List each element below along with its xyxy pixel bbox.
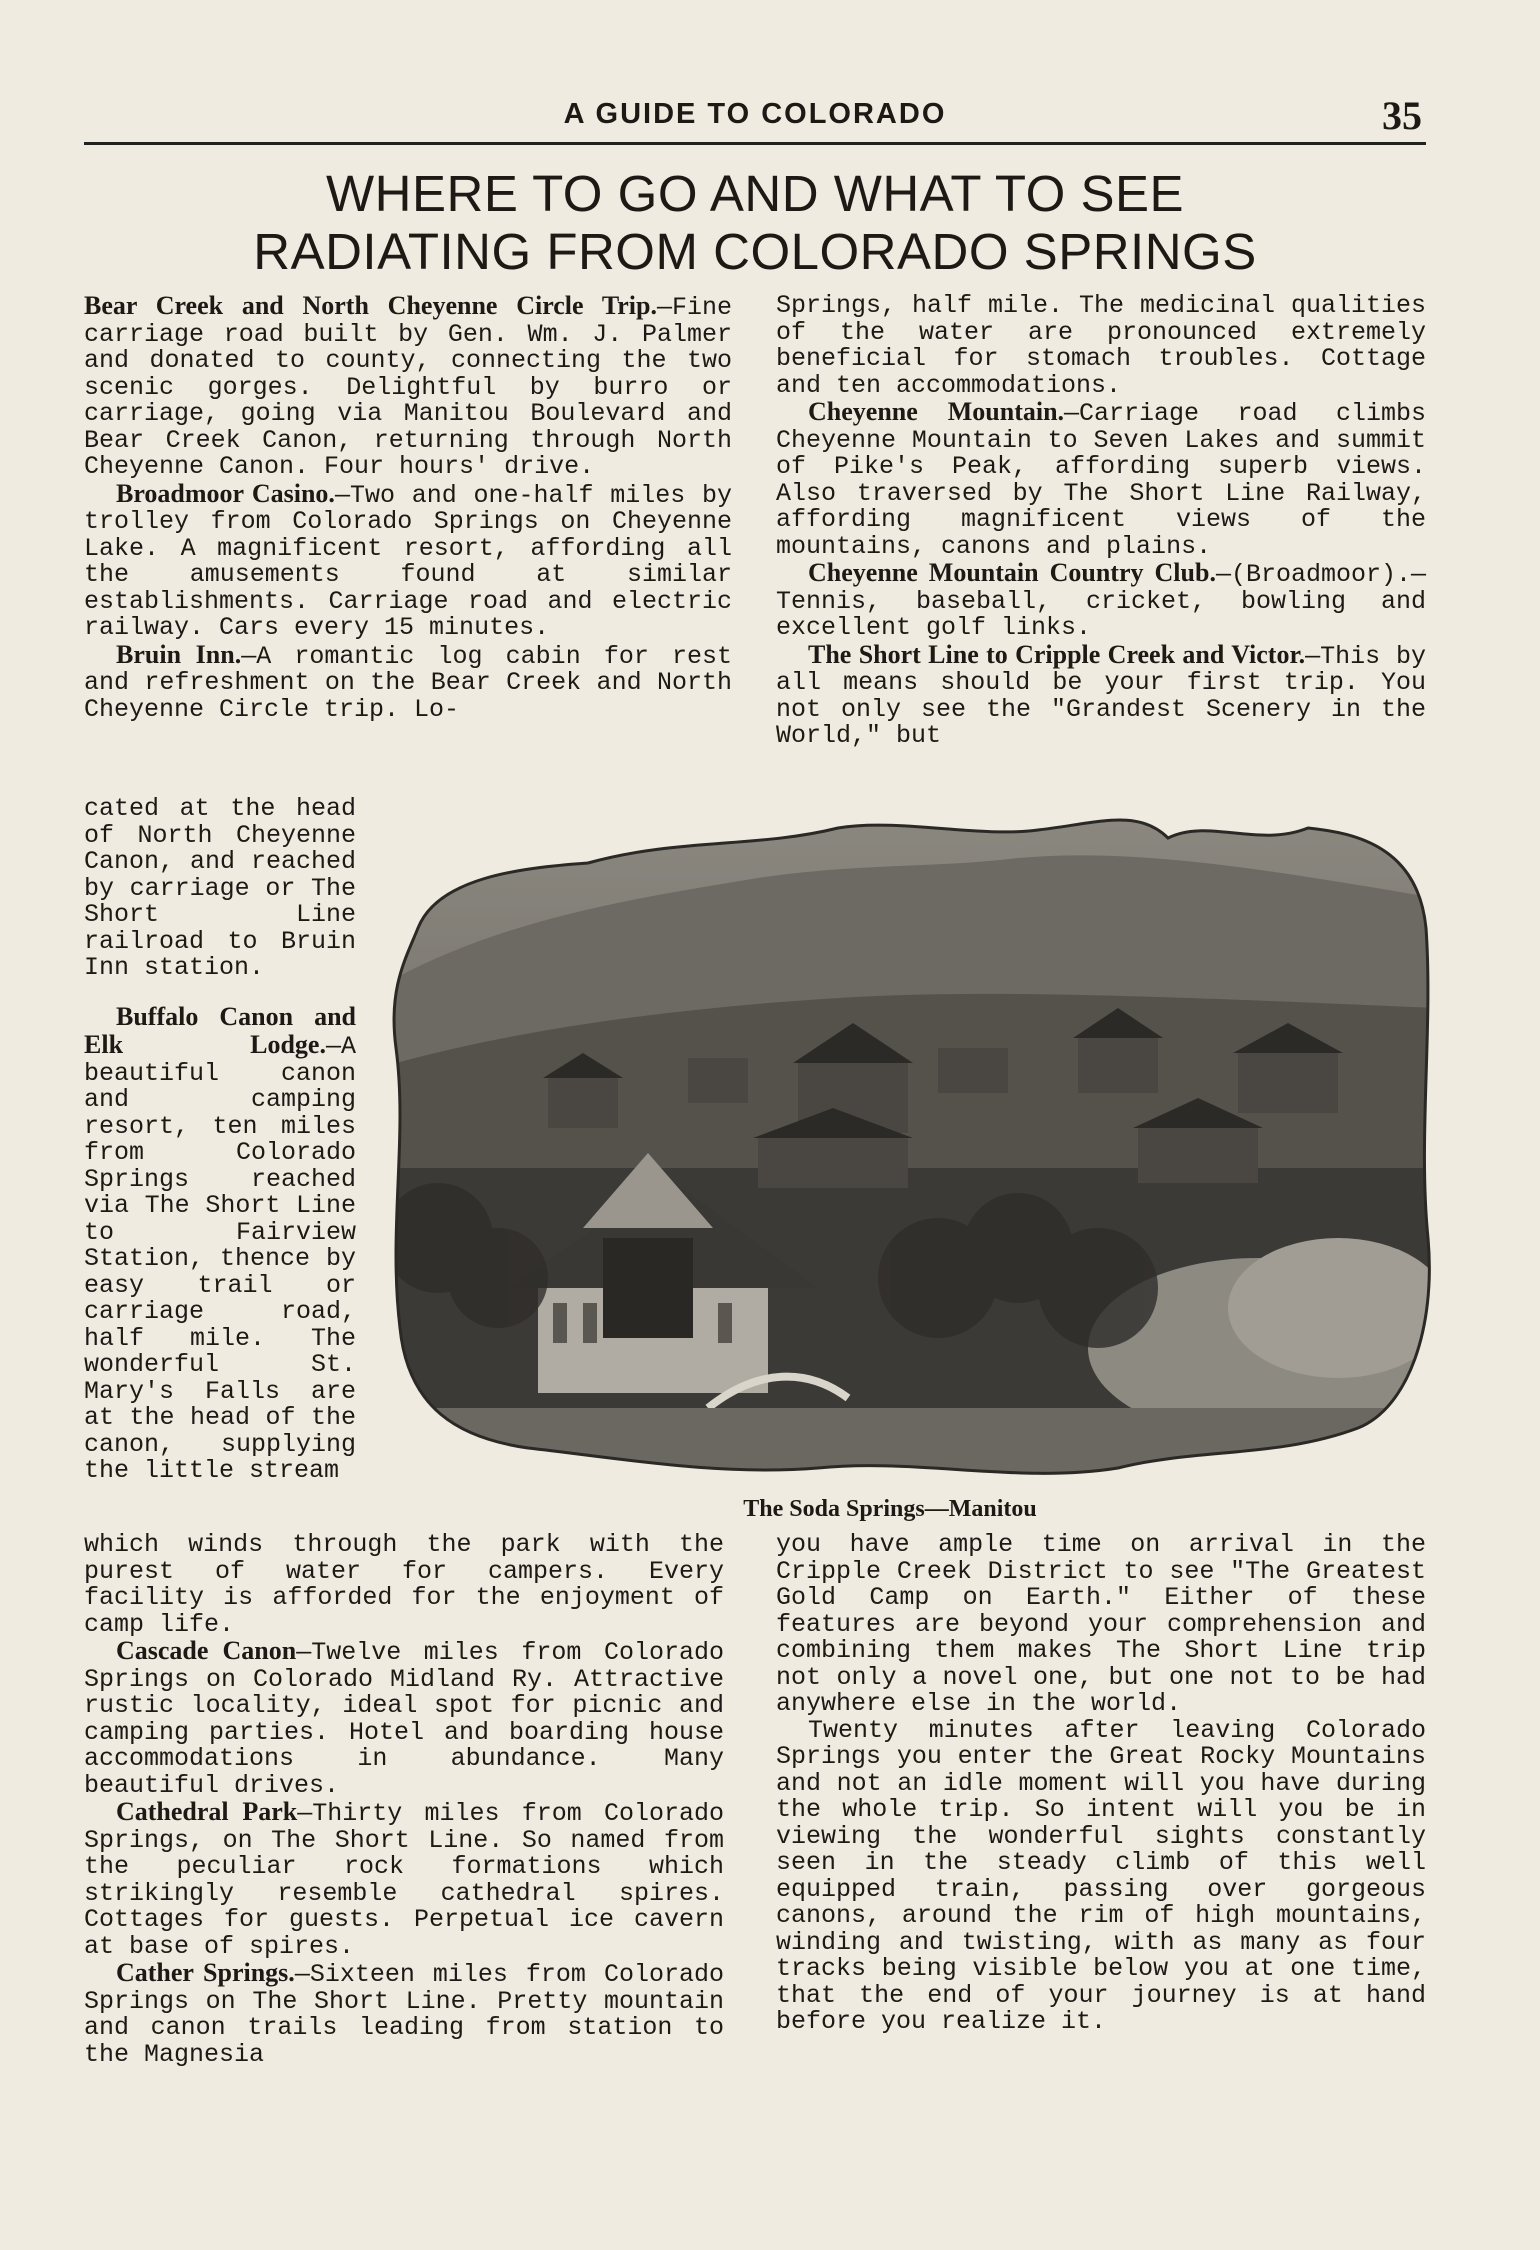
entry-title: Cheyenne Mountain. (808, 397, 1065, 426)
entry-short-line-cont: you have ample time on arrival in the Cripple Creek District to see "The Greatest Gold Camp on Earth." Either of these features are beyond your comprehension and combining them makes The Short Line trip not only a novel one, but one not to be had anywhere else in the world. (776, 1530, 1426, 1718)
entry-body: —Carriage road climbs Cheyenne Mountain to Seven Lakes and summit of Pike's Peak, affording superb views. Also traversed by The Short Line Railway, affording magnificent views of the mountains, canons and plains. (776, 399, 1426, 561)
entry-title: Cather Springs. (116, 1958, 295, 1987)
entry-cather-cont: Springs, half mile. The medicinal qualities of the water are pronounced extremely beneficial for stomach troubles. Cottage and ten accommodations. (776, 291, 1426, 400)
left-column-narrow (84, 796, 356, 1485)
entry-bruin (84, 639, 732, 724)
entry-buffalo-cont: which winds through the park with the purest of water for campers. Every facility is afforded for the enjoyment of camp life. (84, 1530, 724, 1639)
left-column-bottom (84, 1532, 724, 2068)
entry-title: Cheyenne Mountain Country Club. (808, 558, 1216, 587)
entry-cheyenne-mountain (776, 399, 1426, 560)
entry-body: —Thirty miles from Colorado Springs, on The Short Line. So named from the peculiar rock formations which strikingly resemble cathedral spires. Cottages for guests. Perpetual ice cavern at base of spires. (84, 1799, 724, 1961)
entry-cathedral (84, 1799, 724, 1960)
page-number: 35 (1382, 93, 1422, 138)
photo-caption: The Soda Springs—Manitou (743, 1496, 1037, 1522)
entry-body: —A beautiful canon and camping resort, ten miles from Colorado Springs reached via The Short Line to Fairview Station, thence by easy trail or carriage road, half mile. The wonderful St. Mary's Falls are at the head of the canon, supplying the little stream (84, 1032, 356, 1485)
entry-broadmoor (84, 478, 732, 642)
entry-body: —A romantic log cabin for rest and refreshment on the Bear Creek and North Cheyenne Circle trip. Lo- (84, 641, 732, 724)
photo-image (378, 808, 1436, 1484)
running-header (84, 92, 1426, 145)
entry-body: —Two and one-half miles by trolley from Colorado Springs on Cheyenne Lake. A magnificent resort, affording all the amusements found at similar establishments. Carriage road and electric railway. Cars every 15 minutes. (84, 480, 732, 642)
entry-cascade (84, 1638, 724, 1799)
entry-title: Buffalo Canon and Elk Lodge. (84, 1001, 356, 1059)
running-title: A GUIDE TO COLORADO (563, 98, 947, 130)
entry-twenty-minutes: Twenty minutes after leaving Colorado Springs you enter the Great Rocky Mountains and not an idle moment will you have during the whole trip. So intent will you be in viewing the wonderful sights constantly seen in the steady climb of this well equipped train, passing over gorgeous canons, around the rim of high mountains, winding and twisting, with as many as four tracks being visible below you at one time, that the end of your journey is at hand before you realize it. (776, 1715, 1426, 2036)
entry-title: Cascade Canon (116, 1636, 297, 1665)
headline-line-1: WHERE TO GO AND WHAT TO SEE (326, 165, 1184, 222)
entry-title: Bruin Inn. (116, 639, 242, 669)
entry-body: —Fine carriage road built by Gen. Wm. J. Palmer and donated to county, connecting the two scenic gorges. Delightful by burro or carriage, going via Manitou Boulevard and Bear Creek Canon, returning through North Cheyenne Canon. Four hours' drive. (84, 293, 732, 481)
entry-body: —(Broadmoor).—Tennis, baseball, cricket, bowling and excellent golf links. (776, 560, 1426, 642)
entry-title: Bear Creek and North Cheyenne Circle Trip. (84, 291, 657, 320)
entry-country-club (776, 560, 1426, 642)
entry-bear-creek (84, 293, 732, 481)
headline-line-2: RADIATING FROM COLORADO SPRINGS (253, 223, 1257, 280)
entry-title: Broadmoor Casino. (116, 478, 335, 508)
entry-buffalo (84, 1001, 356, 1485)
entry-body: —Twelve miles from Colorado Springs on Colorado Midland Ry. Attractive rustic locality, ideal spot for picnic and camping parties. Hotel and boarding house accommodations in abundance. Many beautiful drives. (84, 1638, 724, 1800)
entry-cather (84, 1960, 724, 2068)
entry-body: —Sixteen miles from Colorado Springs on The Short Line. Pretty mountain and canon trails leading from station to the Magnesia (84, 1960, 724, 2069)
entry-bruin-cont: cated at the head of North Cheyenne Canon, and reached by carriage or The Short Line railroad to Bruin Inn station. (84, 794, 356, 982)
entry-title: The Short Line to Cripple Creek and Victor. (808, 639, 1306, 669)
entry-title: Cathedral Park (116, 1797, 298, 1826)
entry-body: —This by all means should be your first trip. You not only see the "Grandest Scenery in the World," but (776, 641, 1426, 750)
right-column-bottom (776, 1532, 1426, 2036)
right-column-top (776, 293, 1426, 750)
left-column-top (84, 293, 732, 723)
entry-short-line (776, 639, 1426, 750)
soda-springs-photo (378, 808, 1436, 1484)
